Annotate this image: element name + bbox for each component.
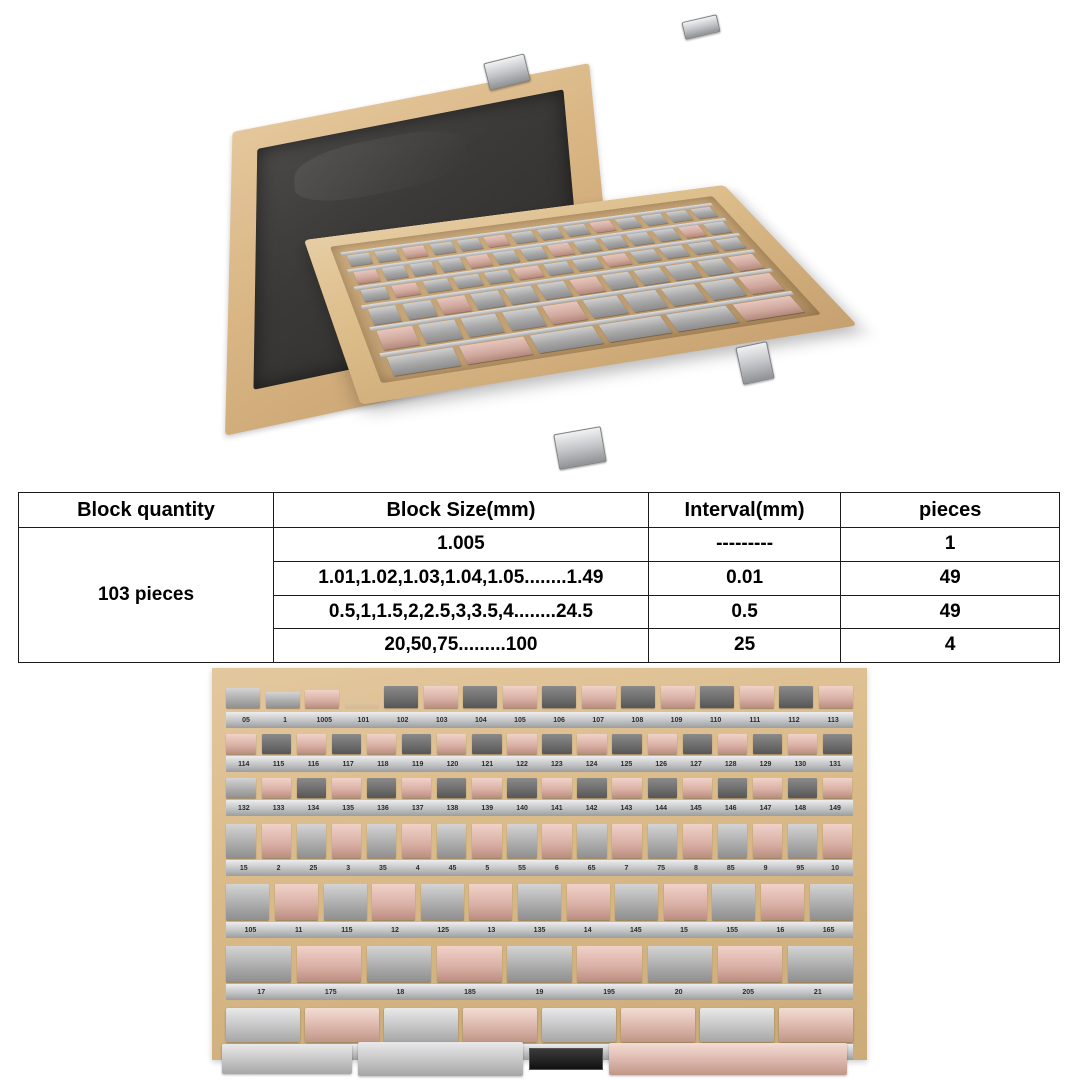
block-label: 15 [239,864,248,872]
block-label: 105 [244,926,257,934]
block-label: 135 [342,804,354,812]
block-label: 55 [518,864,526,872]
block-label: 127 [690,760,702,768]
block-label: 17 [257,988,266,996]
block-label: 122 [516,760,528,768]
block-label: 14 [583,926,592,934]
block-label: 115 [272,760,285,768]
block-label: 147 [759,804,772,812]
block-label: 107 [592,716,605,724]
cell-block-size: 1.01,1.02,1.03,1.04,1.05........1.49 [274,561,649,595]
block-label [434,1047,646,1054]
block-label: 4 [415,864,420,872]
tray-label-strip-3 [226,800,852,816]
block-label: 10 [831,864,839,872]
block-label: 130 [794,760,807,768]
column-header-pieces: pieces [841,493,1060,528]
case-latch-top-secondary [681,14,720,40]
cell-block-size: 0.5,1,1.5,2,2.5,3,3.5,4........24.5 [274,595,649,629]
block-label: 8 [694,864,698,872]
block-label: 134 [307,804,320,812]
block-label: 149 [829,804,841,812]
block-label: 155 [726,926,739,934]
block-label: 142 [585,804,598,812]
block-label [222,1047,434,1054]
tray-block-row-3 [226,774,852,798]
block-label: 125 [437,926,450,934]
block-label: 117 [342,760,354,768]
block-label: 2 [276,864,281,872]
block-label: 137 [411,804,424,812]
block-label: 65 [587,864,596,872]
block-label: 45 [448,864,457,872]
block-label: 118 [377,760,389,768]
block-label: 116 [307,760,319,768]
block-label: 129 [759,760,772,768]
block-label: 105 [514,716,526,724]
block-label: 205 [742,988,755,996]
cell-interval: 25 [648,629,841,663]
block-label: 25 [309,864,318,872]
block-label: 131 [829,760,841,768]
block-label: 120 [446,760,459,768]
block-label: 20 [674,988,683,996]
block-label: 121 [481,760,494,768]
block-label: 145 [630,926,642,934]
tray-block-row-2 [226,730,852,754]
tray-block-row-4 [226,818,852,858]
block-label: 145 [690,804,702,812]
block-label: 102 [396,716,409,724]
block-label: 132 [237,804,250,812]
cell-block-quantity: 103 pieces [19,528,274,663]
block-label: 113 [827,716,839,724]
table-header-row [19,493,1060,528]
block-label: 75 [657,864,666,872]
block-label: 143 [620,804,633,812]
block-label: 195 [603,988,615,996]
block-label: 35 [379,864,387,872]
block-label: 18 [396,988,405,996]
block-label: 140 [516,804,528,812]
tray-label-strip-6 [226,984,852,1000]
tray-label-strip-5 [226,922,852,938]
block-label: 123 [550,760,563,768]
tray-block-row-6 [226,940,852,982]
block-label: 111 [749,716,761,724]
block-label: 124 [585,760,598,768]
block-label: 148 [794,804,807,812]
block-label: 126 [655,760,668,768]
block-label: 101 [357,716,370,724]
block-label: 1 [283,716,288,724]
table-row [19,528,1060,562]
column-header-block-quantity: Block quantity [19,493,274,528]
tray-block-row-7 [226,1002,852,1042]
block-label: 135 [533,926,546,934]
block-label: 146 [724,804,737,812]
block-label: 9 [763,864,768,872]
cell-pieces: 1 [841,528,1060,562]
block-label: 95 [796,864,805,872]
cell-pieces: 4 [841,629,1060,663]
specification-table [18,492,1060,663]
cell-interval: 0.01 [648,561,841,595]
block-label: 175 [324,988,337,996]
cell-interval: 0.5 [648,595,841,629]
case-latch-front [553,426,607,470]
column-header-block-size: Block Size(mm) [274,493,649,528]
block-label: 7 [624,864,629,872]
block-label: 119 [412,760,424,768]
tray-label-strip-2 [226,756,852,772]
block-label [646,1047,858,1054]
block-label: 115 [341,926,353,934]
block-label: 6 [554,864,559,872]
block-label: 21 [813,988,822,996]
block-label: 139 [481,804,494,812]
block-label: 125 [620,760,633,768]
block-label: 133 [272,804,285,812]
block-label: 185 [464,988,476,996]
column-header-interval: Interval(mm) [648,493,841,528]
product-photo-tray [0,650,1080,1080]
block-label: 11 [294,926,303,934]
block-label: 1005 [316,716,333,724]
block-label: 108 [631,716,644,724]
block-label: 106 [553,716,565,724]
block-label: 109 [670,716,683,724]
tray-label-strip-4 [226,860,852,876]
cell-block-size: 20,50,75.........100 [274,629,649,663]
block-label: 13 [487,926,496,934]
case-latch-right [735,341,774,385]
tray-block-row-1 [226,680,852,708]
cell-pieces: 49 [841,595,1060,629]
tray-block-row-5 [226,878,852,920]
block-label: 3 [346,864,351,872]
block-label: 165 [822,926,835,934]
block-label: 112 [788,716,800,724]
cell-interval: --------- [648,528,841,562]
block-label: 110 [710,716,722,724]
tray-label-strip-1 [226,712,852,728]
block-label: 141 [550,804,563,812]
block-label: 144 [655,804,668,812]
block-label: 16 [776,926,785,934]
block-label: 15 [680,926,688,934]
block-label: 136 [377,804,389,812]
block-label: 05 [242,716,250,724]
block-label: 128 [724,760,737,768]
gauge-block-tray [212,668,867,1060]
block-label: 12 [391,926,399,934]
block-label: 138 [446,804,459,812]
block-label: 85 [726,864,735,872]
block-label: 19 [535,988,544,996]
cell-pieces: 49 [841,561,1060,595]
wooden-case-open [218,8,838,478]
product-photo-open-case [0,0,1080,485]
cell-block-size: 1.005 [274,528,649,562]
block-label: 103 [435,716,448,724]
block-label: 5 [485,864,490,872]
block-label: 104 [474,716,487,724]
block-label: 114 [238,760,250,768]
